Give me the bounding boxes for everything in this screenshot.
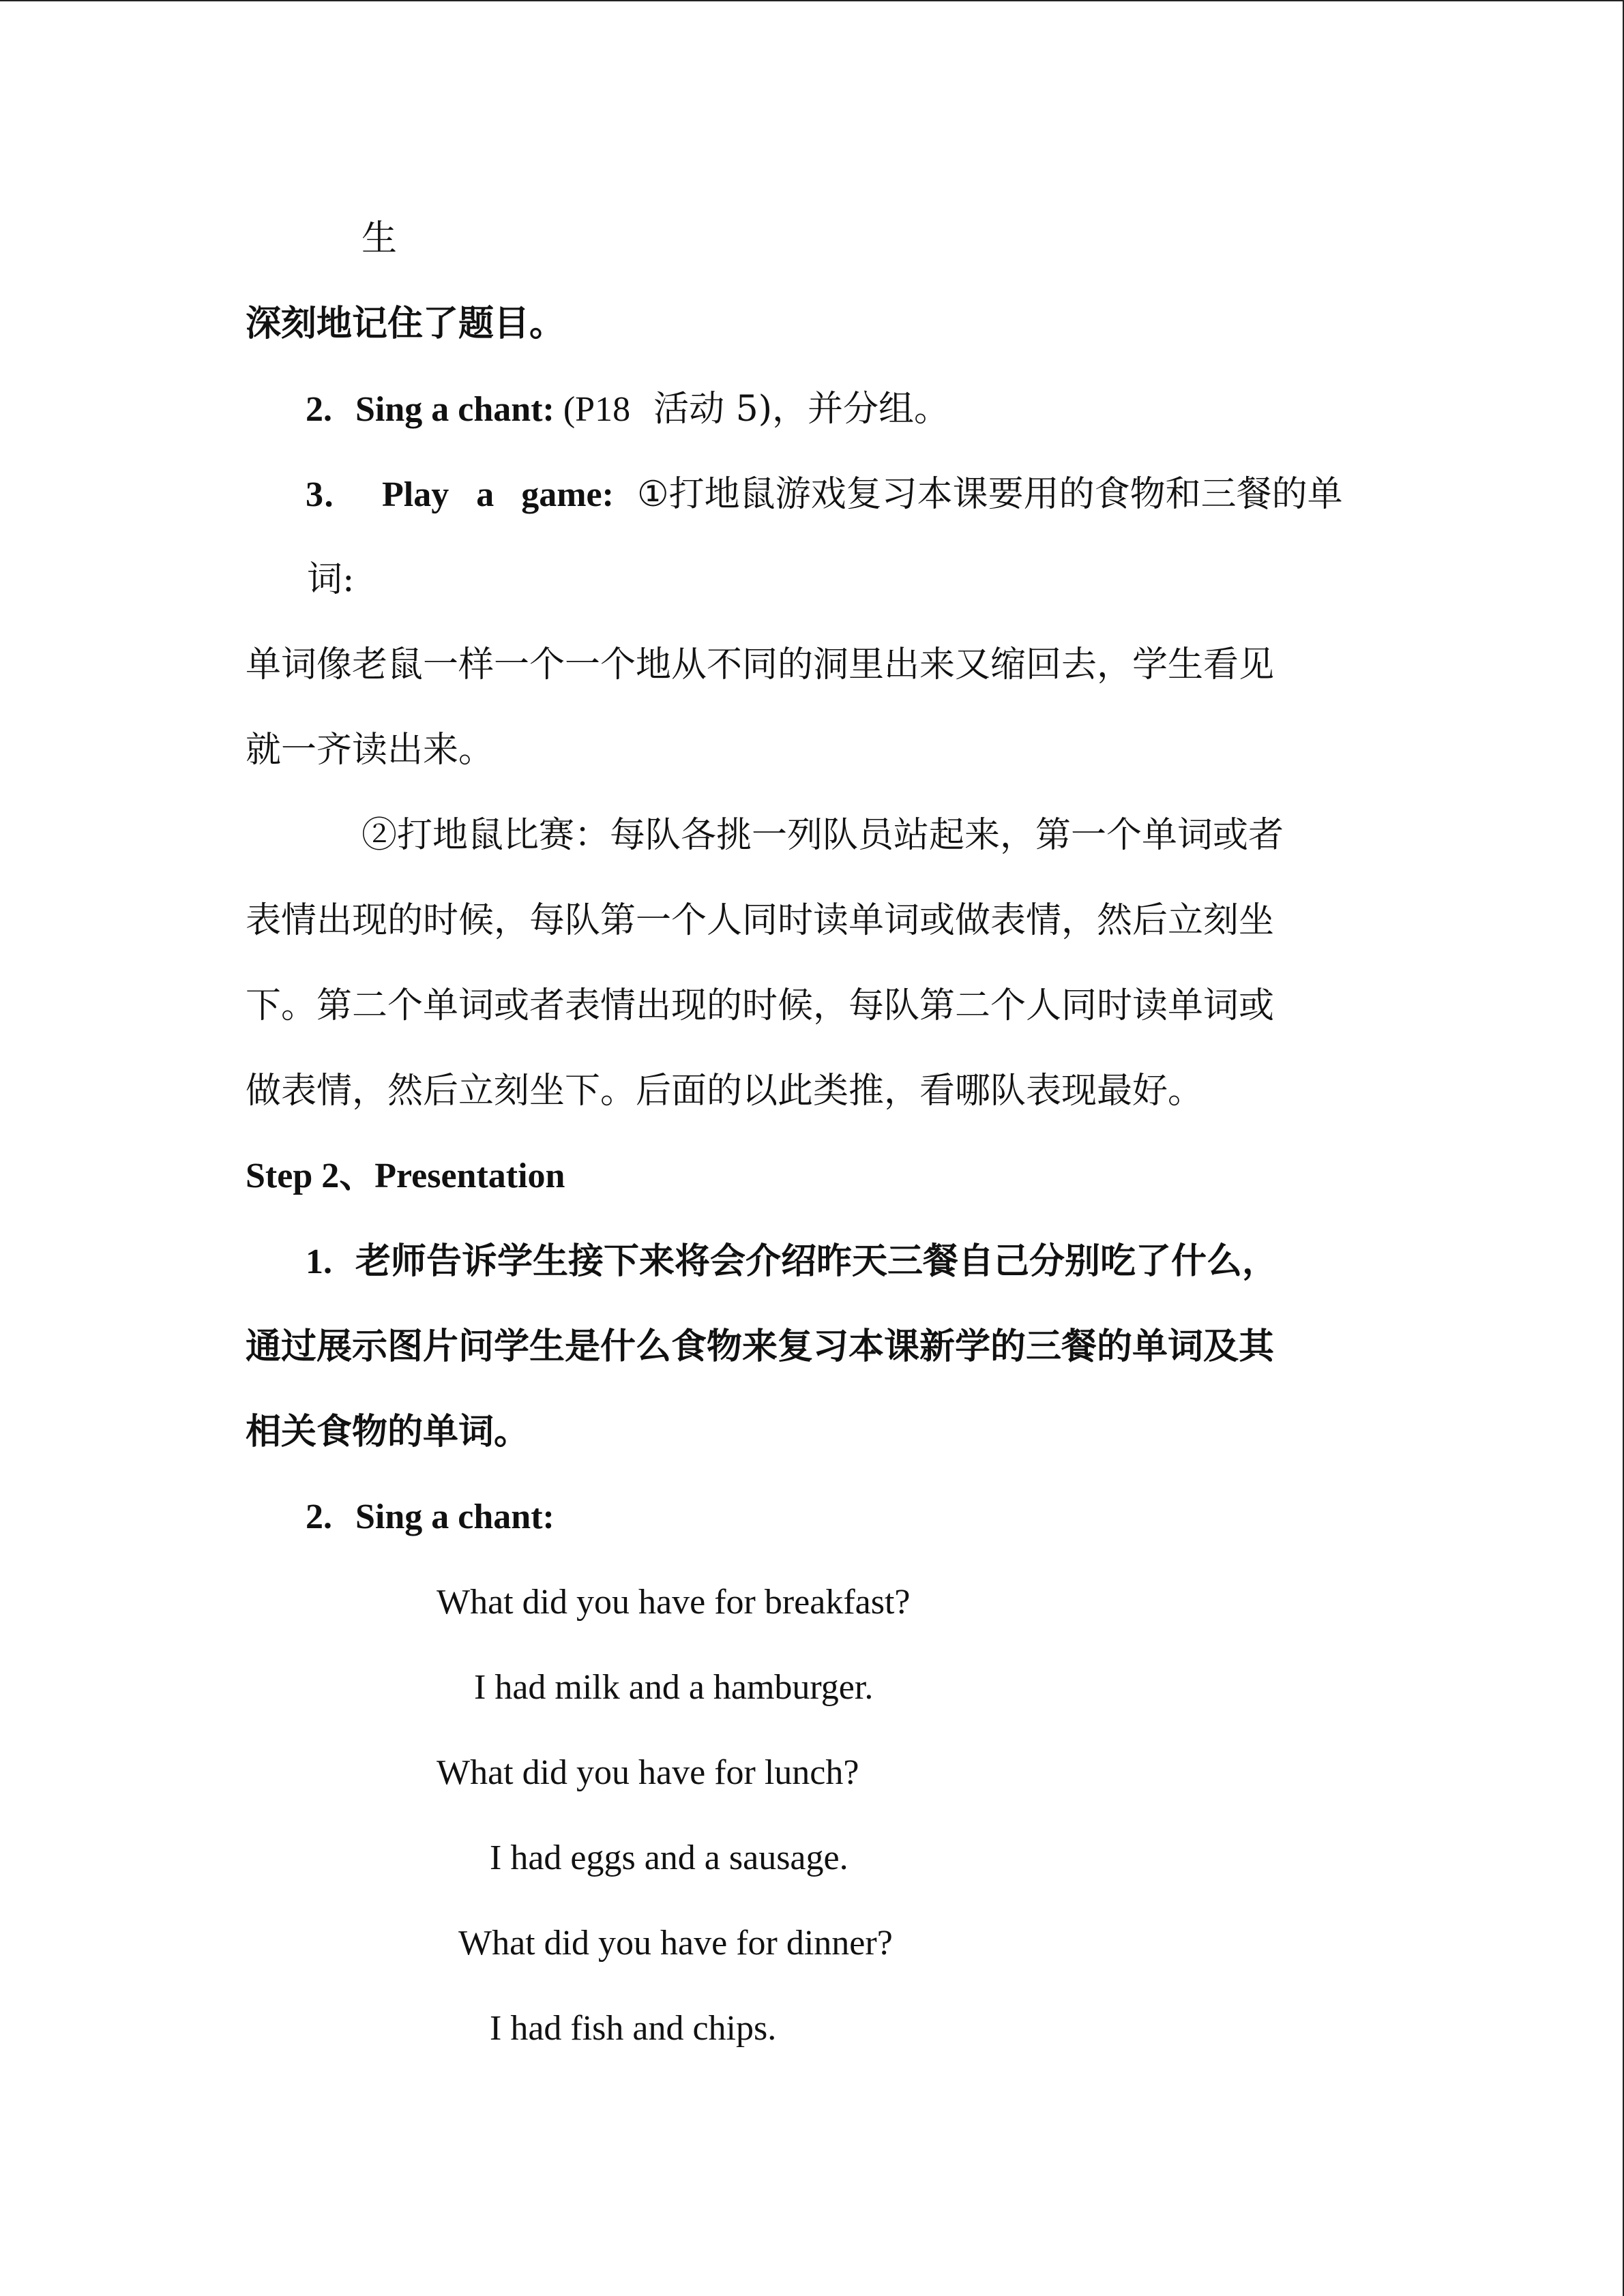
item-text: 活动 5)，并分组。 [653, 389, 949, 430]
list-item-play-game [306, 474, 1343, 515]
item-number: 1. [306, 1242, 332, 1281]
item-number: 2. [306, 1497, 332, 1536]
chant-line: What did you have for lunch? [437, 1753, 859, 1792]
list-item-sing-chant-2 [306, 1497, 555, 1538]
chant-line: I had eggs and a sausage. [490, 1838, 848, 1877]
doc-line: 词: [307, 559, 355, 600]
list-item-presentation [306, 1241, 1278, 1282]
doc-line: 生 [361, 218, 398, 259]
list-item-sing-chant [306, 389, 949, 430]
doc-line: 做表情，然后立刻坐下。后面的以此类推，看哪队表现最好。 [246, 1071, 1204, 1112]
doc-line: 表情出现的时候，每队第一个人同时读单词或做表情，然后立刻坐 [246, 900, 1275, 941]
item-label: game: [521, 475, 614, 514]
doc-line: 通过展示图片问学生是什么食物来复习本课新学的三餐的单词及其 [246, 1326, 1275, 1367]
doc-line: 就一齐读出来。 [246, 730, 494, 771]
item-number: 3． [306, 475, 359, 514]
item-text: ①打地鼠游戏复习本课要用的食物和三餐的单 [636, 474, 1343, 515]
chant-line: What did you have for breakfast? [437, 1583, 911, 1622]
chant-line: I had milk and a hamburger. [474, 1668, 874, 1707]
doc-line: 单词像老鼠一样一个一个地从不同的洞里出来又缩回去，学生看见 [246, 644, 1275, 685]
chant-line: I had fish and chips. [490, 2009, 777, 2048]
doc-line: ②打地鼠比赛：每队各挑一列队员站起来，第一个单词或者 [361, 815, 1284, 856]
section-heading: Step 2、Presentation [246, 1157, 565, 1195]
doc-line: 相关食物的单词。 [246, 1411, 530, 1452]
item-text: 老师告诉学生接下来将会介绍昨天三餐自己分别吃了什么， [355, 1240, 1278, 1282]
doc-line: 下。第二个单词或者表情出现的时候，每队第二个人同时读单词或 [246, 985, 1275, 1026]
doc-line: 深刻地记住了题目。 [246, 303, 565, 344]
item-label: a [476, 475, 494, 514]
chant-line: What did you have for dinner? [458, 1924, 893, 1963]
item-text: (P18 [554, 390, 631, 429]
item-number: 2. [306, 390, 332, 429]
item-label: Play [382, 475, 449, 514]
item-label: Sing a chant: [355, 1497, 555, 1536]
item-label: Sing a chant: [355, 390, 555, 429]
